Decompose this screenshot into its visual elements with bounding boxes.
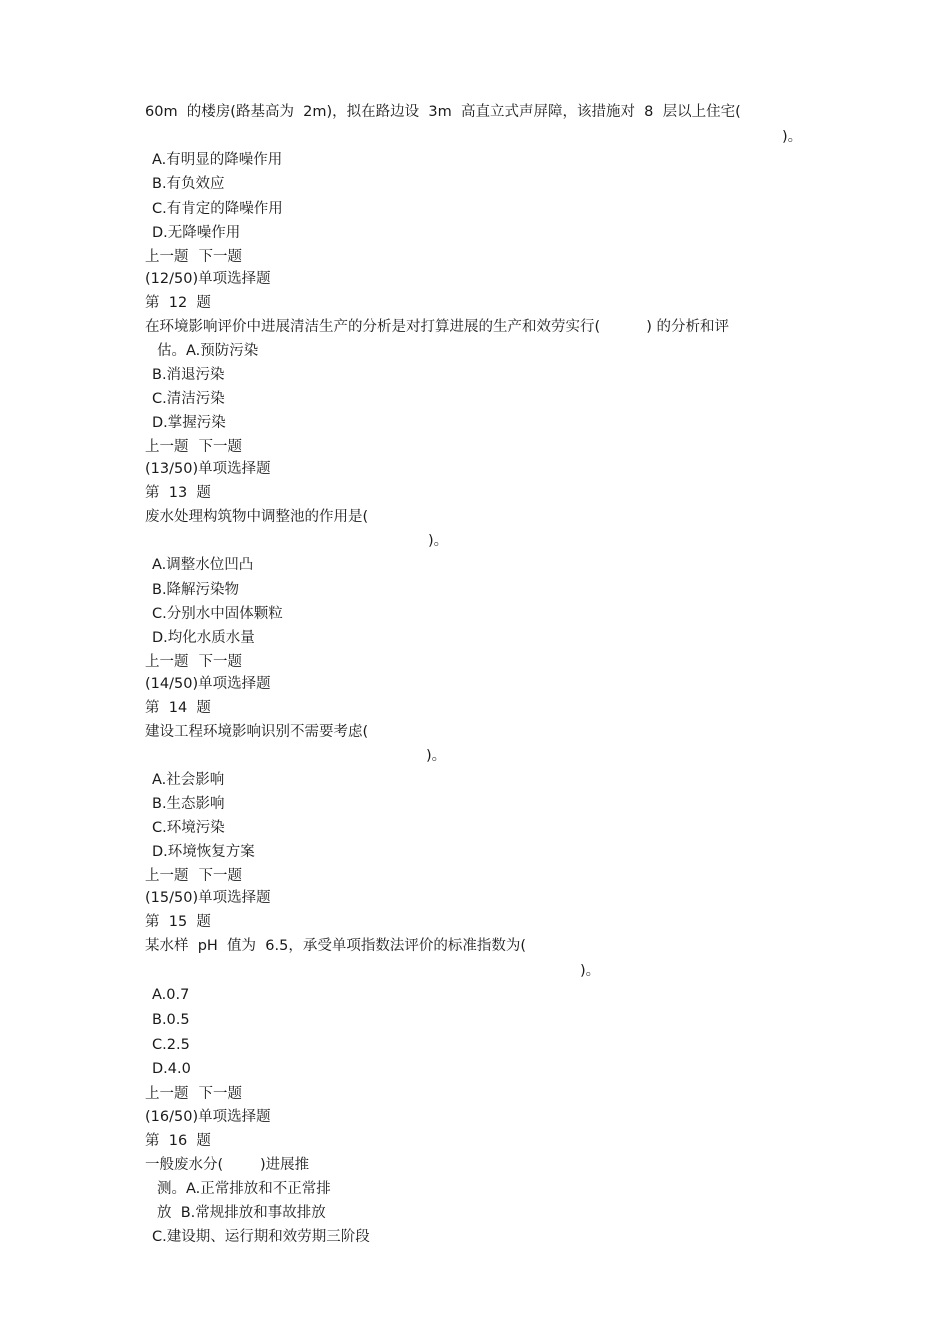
q12-stem-cont: 估。A.预防污染: [157, 343, 259, 359]
q12-option-c[interactable]: C.清洁污染: [152, 391, 225, 407]
q13-nav: [145, 652, 252, 672]
q11-option-a[interactable]: A.有明显的降噪作用: [152, 152, 283, 168]
next-question-link[interactable]: 下一题: [198, 439, 242, 455]
q16-header: (16/50)单项选择题: [145, 1109, 271, 1125]
q16-option-c[interactable]: C.建设期、运行期和效劳期三阶段: [152, 1229, 370, 1245]
q14-option-b[interactable]: B.生态影响: [152, 796, 225, 812]
q13-option-a[interactable]: A.调整水位凹凸: [152, 557, 254, 573]
q15-nav: [145, 1084, 252, 1104]
q16-stem-cont-2: 放 B.常规排放和事故排放: [157, 1205, 326, 1221]
q13-stem-end: )。: [428, 533, 449, 549]
q13-number: 第 13 题: [145, 485, 211, 501]
q15-stem: 某水样 pH 值为 6.5，承受单项指数法评价的标准指数为(: [145, 938, 526, 954]
q11-stem-end: )。: [782, 129, 803, 145]
prev-question-link[interactable]: 上一题: [145, 439, 189, 455]
next-question-link[interactable]: 下一题: [198, 1086, 242, 1102]
q14-header: (14/50)单项选择题: [145, 676, 271, 692]
q13-option-d[interactable]: D.均化水质水量: [152, 630, 255, 646]
q13-stem: 废水处理构筑物中调整池的作用是(: [145, 509, 369, 525]
q12-option-d[interactable]: D.掌握污染: [152, 415, 226, 431]
prev-question-link[interactable]: 上一题: [145, 868, 189, 884]
q12-option-b[interactable]: B.消退污染: [152, 367, 225, 383]
q13-header: (13/50)单项选择题: [145, 461, 271, 477]
q14-option-c[interactable]: C.环境污染: [152, 820, 225, 836]
q16-stem: 一般废水分( )进展推: [145, 1157, 310, 1173]
q14-number: 第 14 题: [145, 700, 211, 716]
q15-header: (15/50)单项选择题: [145, 890, 271, 906]
q12-number: 第 12 题: [145, 295, 211, 311]
q12-header: (12/50)单项选择题: [145, 271, 271, 287]
q11-option-d[interactable]: D.无降噪作用: [152, 225, 241, 241]
next-question-link[interactable]: 下一题: [198, 654, 242, 670]
q14-nav: [145, 866, 252, 886]
q16-stem-cont-1: 测。A.正常排放和不正常排: [157, 1181, 331, 1197]
q13-option-c[interactable]: C.分别水中固体颗粒: [152, 606, 283, 622]
prev-question-link[interactable]: 上一题: [145, 249, 189, 265]
next-question-link[interactable]: 下一题: [198, 249, 242, 265]
q15-option-d[interactable]: D.4.0: [152, 1061, 191, 1077]
q12-nav: [145, 437, 252, 457]
q15-number: 第 15 题: [145, 914, 211, 930]
next-question-link[interactable]: 下一题: [198, 868, 242, 884]
prev-question-link[interactable]: 上一题: [145, 654, 189, 670]
q14-option-d[interactable]: D.环境恢复方案: [152, 844, 255, 860]
q11-nav: [145, 247, 252, 267]
q14-stem-end: )。: [426, 748, 447, 764]
q12-stem: 在环境影响评价中进展清洁生产的分析是对打算进展的生产和效劳实行( ) 的分析和评: [145, 319, 730, 335]
q16-number: 第 16 题: [145, 1133, 211, 1149]
q13-option-b[interactable]: B.降解污染物: [152, 582, 240, 598]
q14-option-a[interactable]: A.社会影响: [152, 772, 225, 788]
q15-option-a[interactable]: A.0.7: [152, 987, 190, 1003]
q14-stem: 建设工程环境影响识别不需要考虑(: [145, 724, 369, 740]
q11-option-c[interactable]: C.有肯定的降噪作用: [152, 201, 283, 217]
q11-option-b[interactable]: B.有负效应: [152, 176, 225, 192]
q15-stem-end: )。: [580, 963, 601, 979]
q11-stem: 60m 的楼房(路基高为 2m)，拟在路边设 3m 高直立式声屏障，该措施对 8 层以上住宅(: [145, 104, 741, 120]
prev-question-link[interactable]: 上一题: [145, 1086, 189, 1102]
q15-option-c[interactable]: C.2.5: [152, 1037, 190, 1053]
q15-option-b[interactable]: B.0.5: [152, 1012, 190, 1028]
